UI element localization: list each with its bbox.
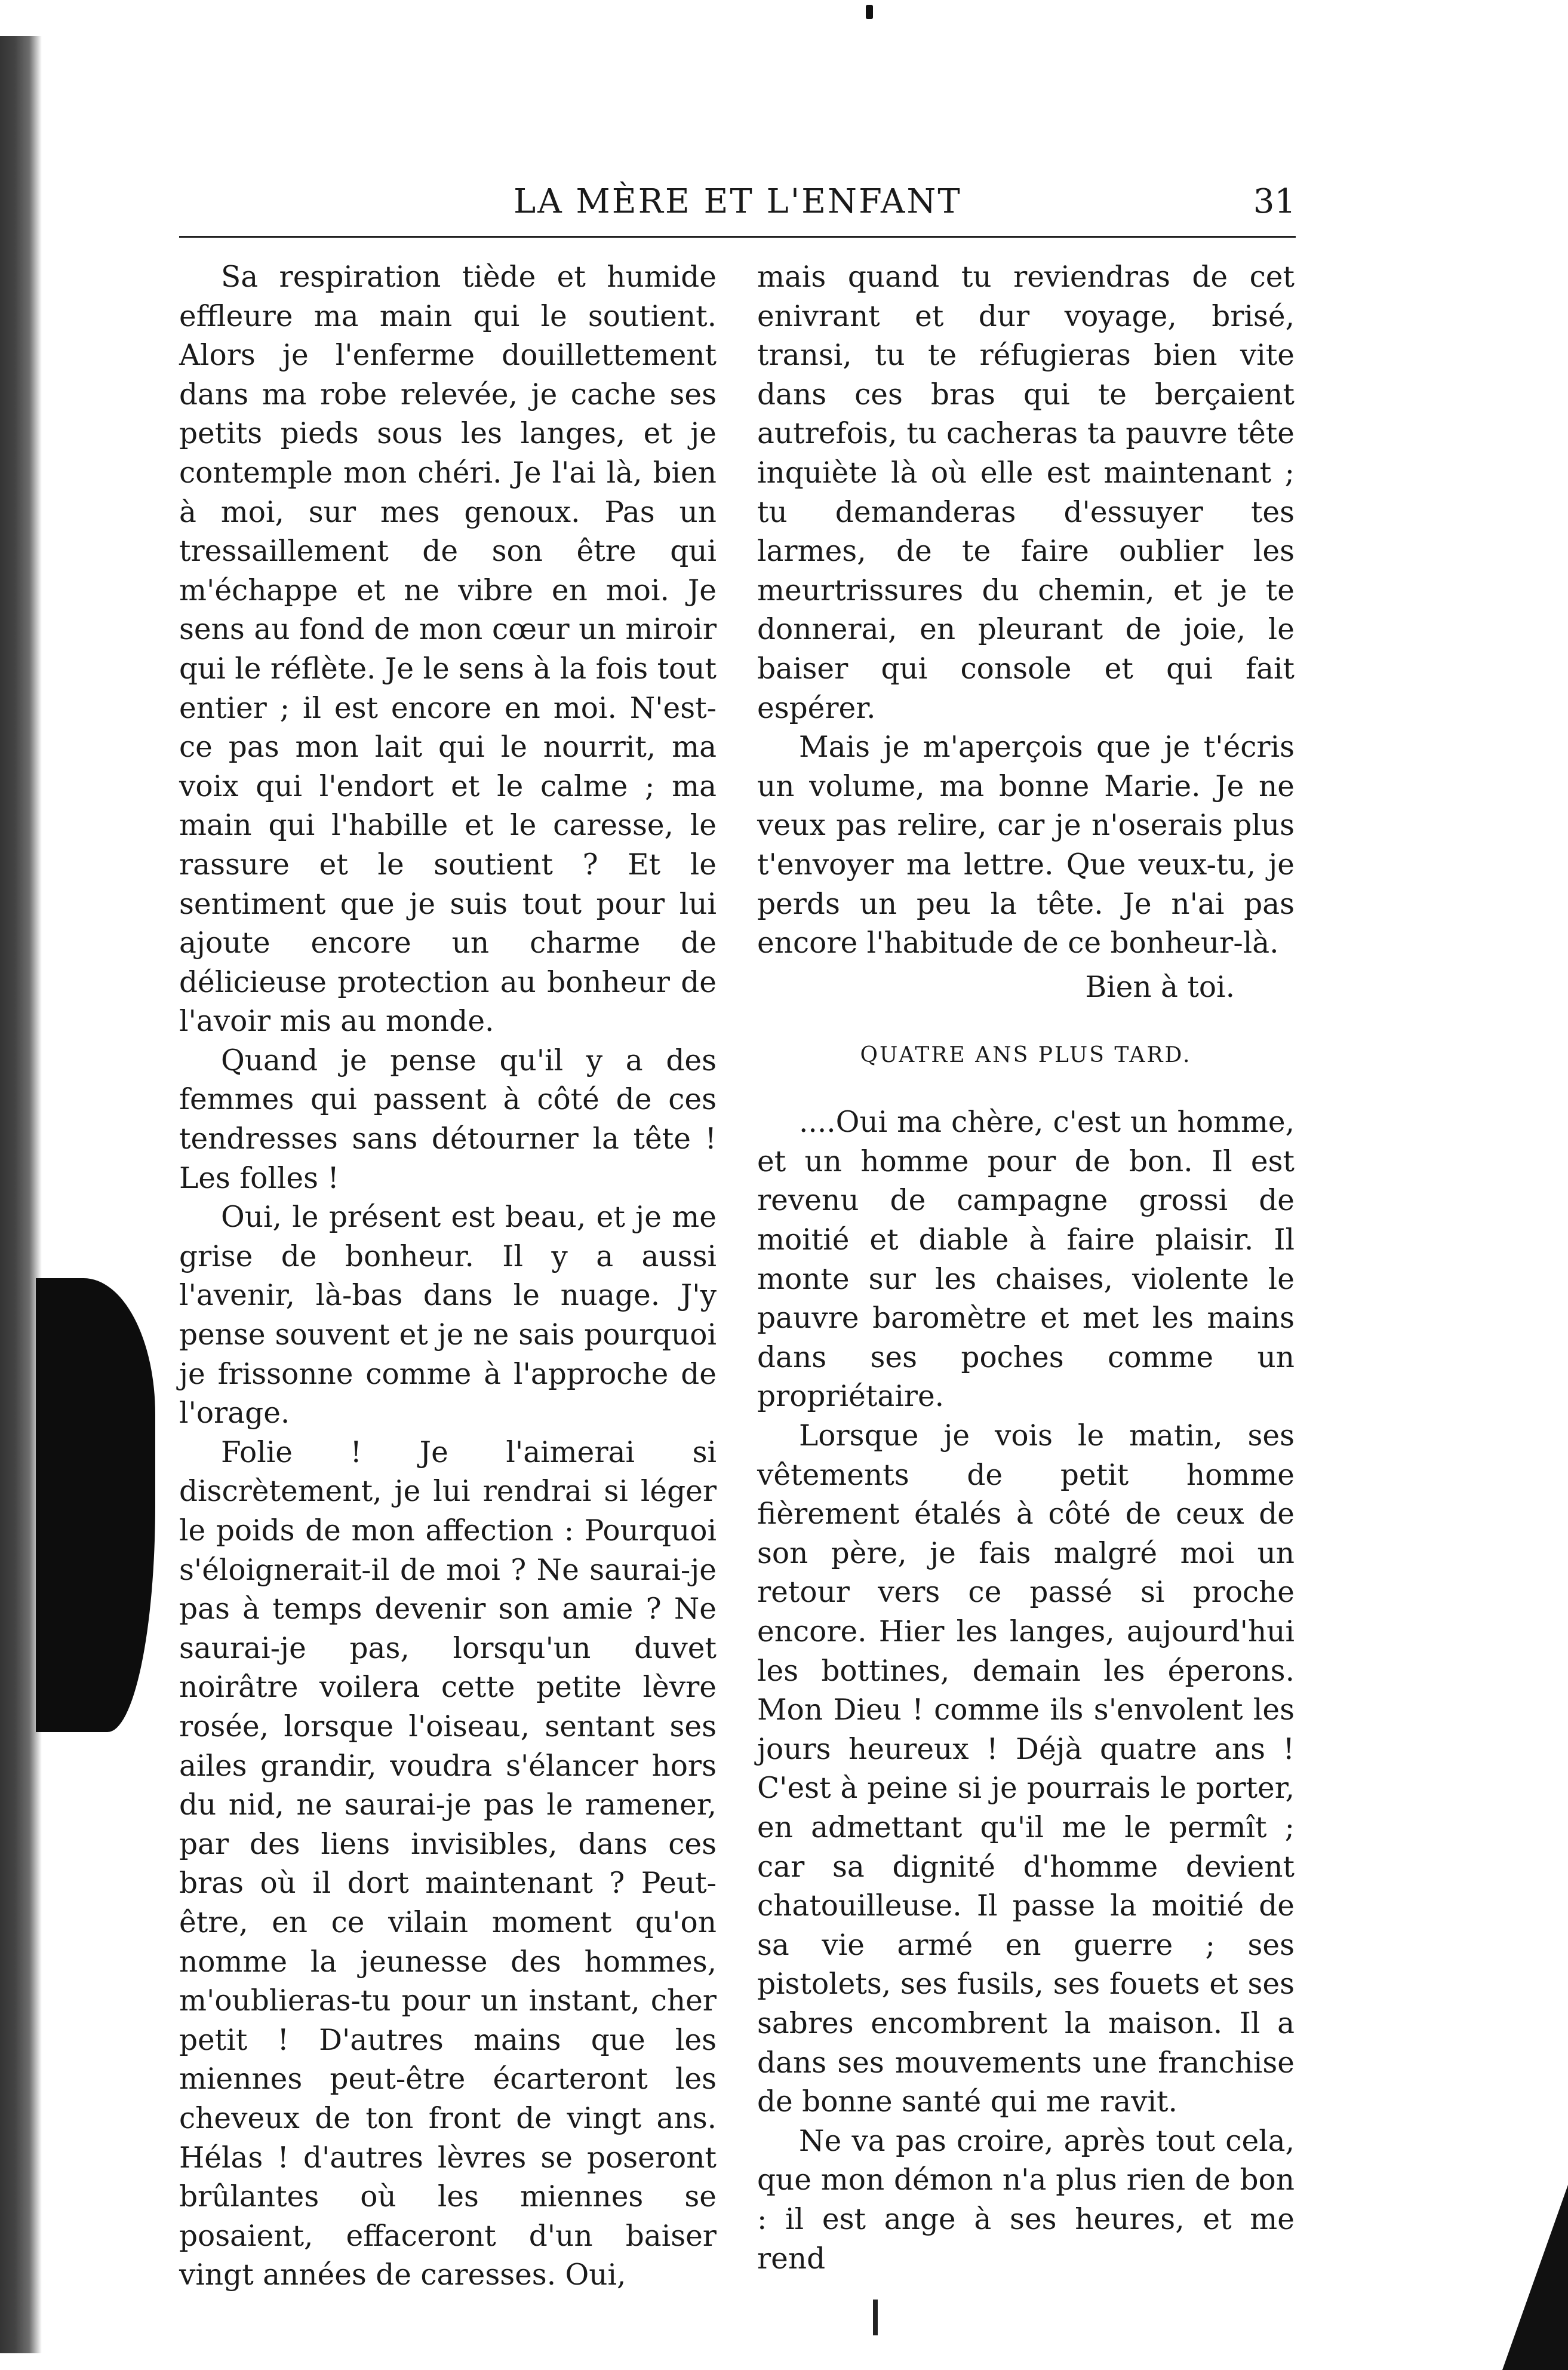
paragraph: ....Oui ma chère, c'est un homme, et un homme pour de bon. Il est revenu de campagne grossi de moitié et diable à faire plaisir. Il monte sur les chaises, violente le pauvre baromètre et met les mains dans ses poches comme un propriétaire. [757, 1106, 1295, 1414]
paragraph: Mais je m'aperçois que je t'écris un volume, ma bonne Marie. Je ne veux pas relire, car je n'oserais plus t'envoyer ma lettre. Que veux-tu, je perds un peu la tête. Je n'ai pas encore l'habitude de ce bonheur-là. [757, 730, 1295, 960]
left-column [179, 258, 717, 2295]
page-number: 31 [1253, 182, 1296, 221]
scan-corner-shadow [1502, 2185, 1568, 2370]
letter-signoff: Bien à toi. [1085, 970, 1235, 1004]
paragraph: Oui, le présent est beau, et je me grise de bonheur. Il y a aussi l'avenir, là-bas dans le nuage. J'y pense souvent et je ne sais pourquoi je frissonne comme à l'approche de l'orage. [179, 1201, 717, 1430]
right-column [757, 258, 1295, 2279]
paragraph-continuation: mais quand tu reviendras de cet enivrant et dur voyage, brisé, transi, tu te réfugieras bien vite dans ces bras qui te berçaient autrefois, tu cacheras ta pauvre tête inquiète là où elle est maintenant ; tu demanderas d'essuyer tes larmes, de te faire oublier les meurtrissures du chemin, et je te donnerai, en pleurant de joie, le baiser qui console et qui fait espérer. [757, 260, 1295, 725]
paragraph: Folie ! Je l'aimerai si discrètement, je lui rendrai si léger le poids de mon affection : Pourquoi s'éloignerait-il de moi ? Ne saurai-je pas à temps devenir son amie ? Ne saurai-je pas, lorsqu'un duvet noirâtre voilera cette petite lèvre rosée, lorsque l'oiseau, sentant ses ailes grandir, voudra s'élancer hors du nid, ne saurai-je pas le ramener, par des liens invisibles, dans ces bras où il dort maintenant ? Peut-être, en ce vilain moment qu'on nomme la jeunesse des hommes, m'oublieras-tu pour un instant, cher petit ! D'autres mains que les miennes peut-être écarteront les cheveux de ton front de vingt ans. Hélas ! d'autres lèvres se poseront brûlantes où les miennes se posaient, effaceront d'un baiser vingt années de caresses. Oui, [179, 1435, 717, 2292]
paragraph: Sa respiration tiède et humide effleure ma main qui le soutient. Alors je l'enferme douillettement dans ma robe relevée, je cache ses petits pieds sous les langes, et je contemple mon chéri. Je l'ai là, bien à moi, sur mes genoux. Pas un tressaillement de son être qui m'échappe et ne vibre en moi. Je sens au fond de mon cœur un miroir qui le réflète. Je le sens à la fois tout entier ; il est encore en moi. N'est-ce pas mon lait qui le nourrit, ma voix qui l'endort et le calme ; ma main qui l'habille et le caresse, le rassure et le soutient ? Et le sentiment que je suis tout pour lui ajoute encore un charme de délicieuse protection au bonheur de l'avoir mis au monde. [179, 260, 717, 1039]
scan-shadow-edge [0, 36, 42, 2353]
paragraph: Quand je pense qu'il y a des femmes qui passent à côté de ces tendresses sans détourner la tête ! Les folles ! [179, 1043, 717, 1195]
running-head: LA MÈRE ET L'ENFANT [514, 182, 962, 221]
scan-mark-top [866, 5, 873, 19]
section-heading: QUATRE ANS PLUS TARD. [860, 1043, 1192, 1068]
scan-ink-blot [36, 1278, 155, 1732]
scan-mark-bottom [873, 2300, 878, 2335]
paragraph: Lorsque je vois le matin, ses vêtements de petit homme fièrement étalés à côté de ceux de son père, je fais malgré moi un retour vers ce passé si proche encore. Hier les langes, aujourd'hui les bottines, demain les éperons. Mon Dieu ! comme ils s'envolent les jours heureux ! Déjà quatre ans ! C'est à peine si je pourrais le porter, en admettant qu'il me le permît ; car sa dignité d'homme devient chatouilleuse. Il passe la moitié de sa vie armé en guerre ; ses pistolets, ses fusils, ses fouets et ses sabres encombrent la maison. Il a dans ses mouvements une franchise de bonne santé qui me ravit. [757, 1419, 1295, 2119]
paragraph: Ne va pas croire, après tout cela, que mon démon n'a plus rien de bon : il est ange à ses heures, et me rend [757, 2124, 1295, 2276]
page-header [179, 182, 1296, 238]
